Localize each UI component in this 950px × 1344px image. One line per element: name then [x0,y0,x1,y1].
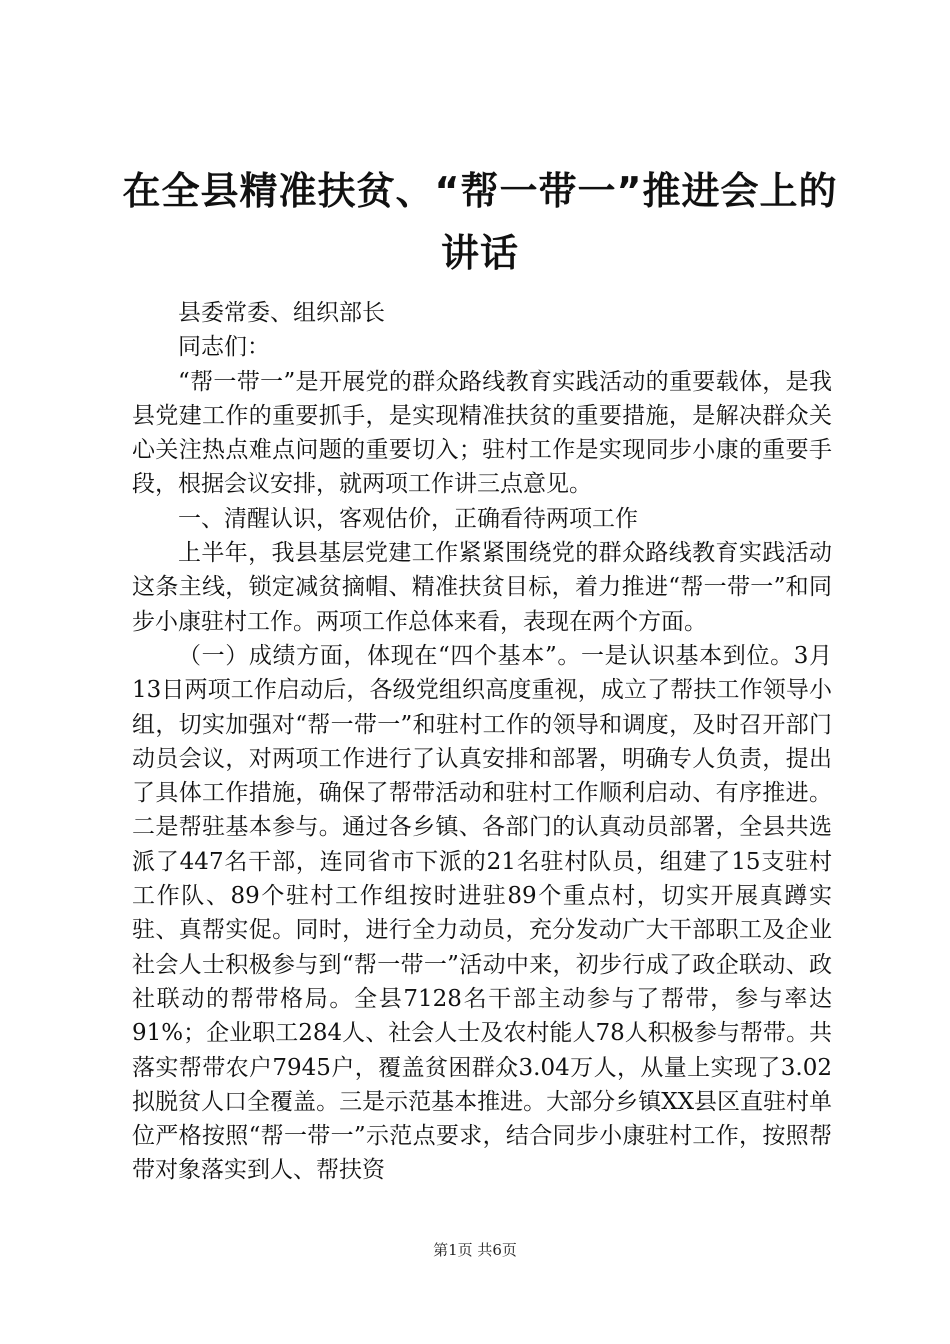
document-body [132,296,832,1188]
document-title: 在全县精准扶贫、“帮一带一”推进会上的讲话 [122,169,838,275]
page-footer: 第1页 共6页 [433,1241,517,1259]
paragraph-intro: “帮一带一”是开展党的群众路线教育实践活动的重要载体，是我县党建工作的重要抓手，是实现精准扶贫的重要措施，是解决群众关心关注热点难点问题的重要切入；驻村工作是实现同步小康的重要手段，根据会议安排，就两项工作讲三点意见。 [132,368,832,498]
paragraph-overview: 上半年，我县基层党建工作紧紧围绕党的群众路线教育实践活动这条主线，锁定减贫摘帽、精准扶贫目标，着力推进“帮一带一”和同步小康驻村工作。两项工作总体来看，表现在两个方面。 [132,540,832,635]
author-line: 县委常委、组织部长 [178,300,385,326]
salutation: 同志们： [178,334,270,361]
paragraph-achievements: （一）成绩方面，体现在“四个基本”。一是认识基本到位。3月13日两项工作启动后，各级党组织高度重视，成立了帮扶工作领导小组，切实加强对“帮一带一”和驻村工作的领导和调度，及时召开部门动员会议，对两项工作进行了认真安排和部署，明确专人负责，提出了具体工作措施，确保了帮带活动和驻村工作顺利启动、有序推进。二是帮驻基本参与。通过各乡镇、各部门的认真动员部署，全县共选派了447名干部，连同省市下派的21名驻村队员，组建了15支驻村工作队、89个驻村工作组按时进驻89个重点村，切实开展真蹲实驻、真帮实促。同时，进行全力动员，充分发动广大干部职工及企业社会人士积极参与到“帮一带一”活动中来，初步行成了政企联动、政社联动的帮带格局。全县7128名干部主动参与了帮带，参与率达91%；企业职工284人、社会人士及农村能人78人积极参与帮带。共落实帮带农户7945户，覆盖贫困群众3.04万人，从量上实现了3.02拟脱贫人口全覆盖。三是示范基本推进。大部分乡镇XX县区直驻村单位严格按照“帮一带一”示范点要求，结合同步小康驻村工作，按照帮带对象落实到人、帮扶资 [132,642,832,1184]
section-heading-1: 一、清醒认识，客观估价，正确看待两项工作 [178,505,638,532]
